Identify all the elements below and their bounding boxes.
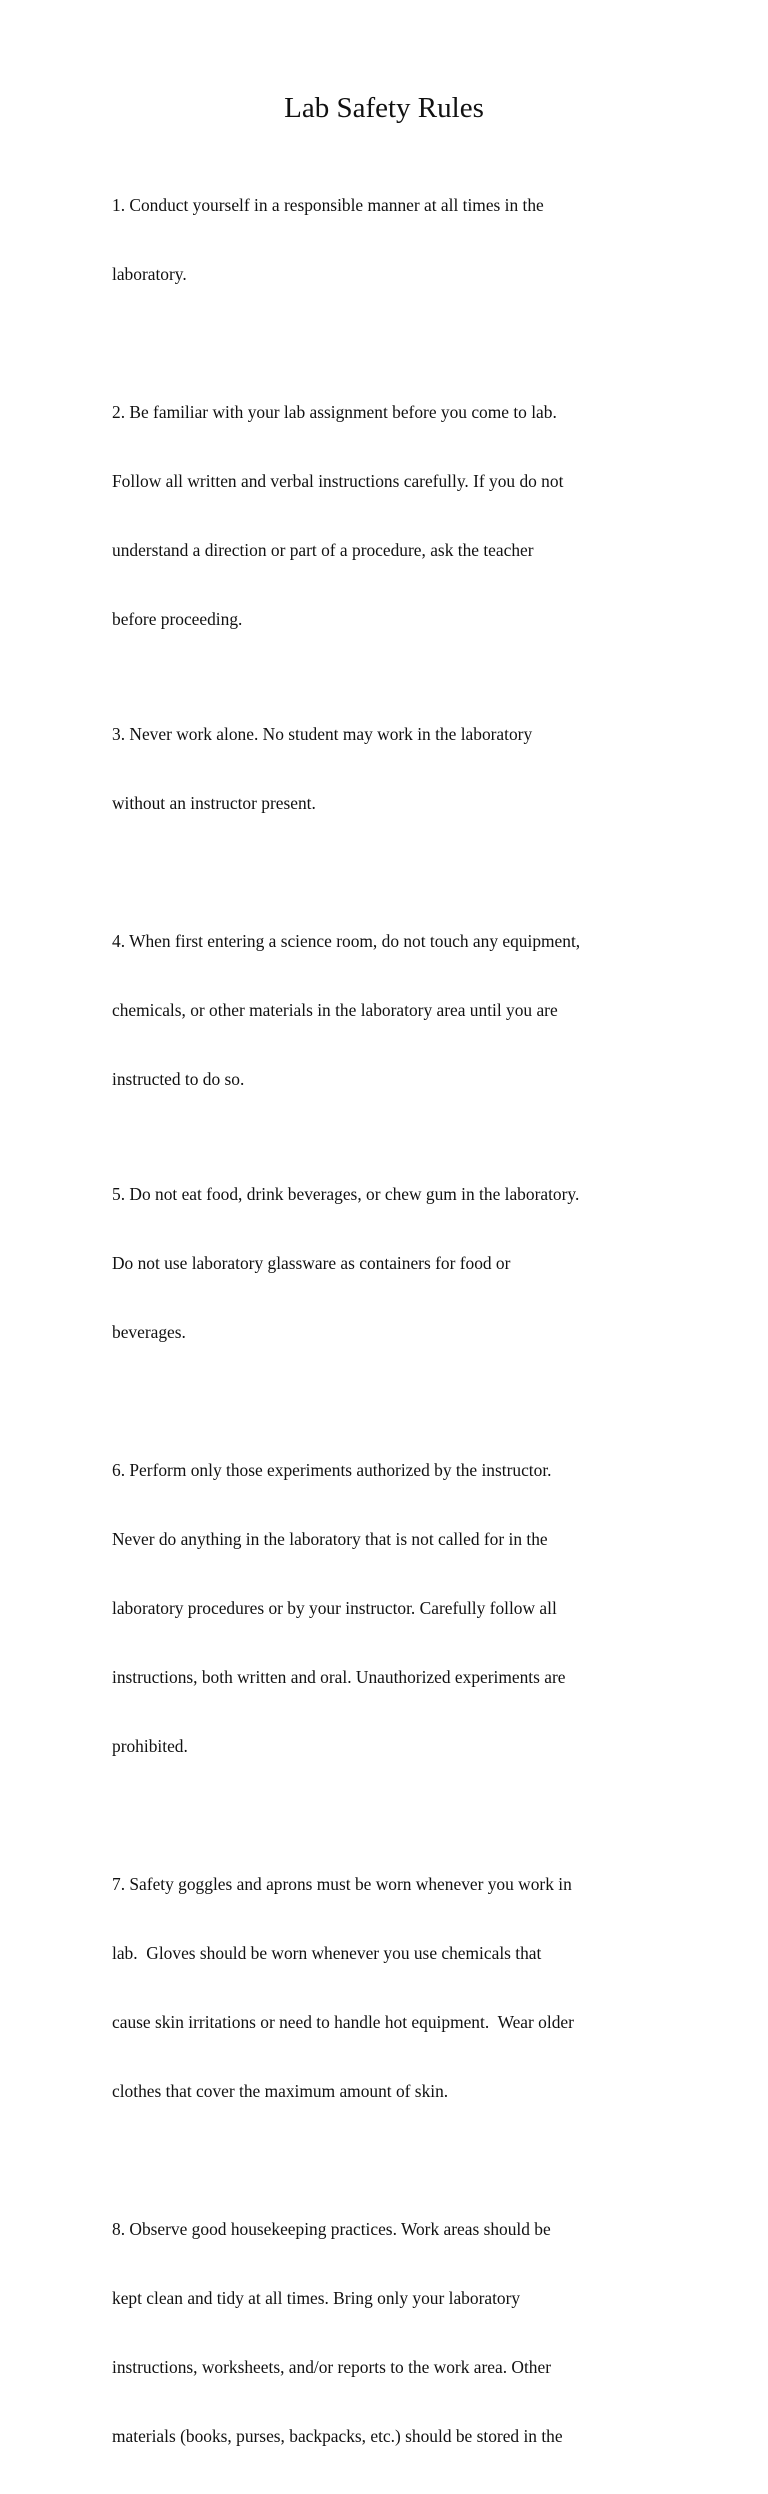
rule-line: 4. When first entering a science room, do not touch any equipment, <box>112 931 581 951</box>
rule-line: instructions, worksheets, and/or reports to the work area. Other <box>112 2357 551 2377</box>
rule-line: laboratory. <box>112 264 187 284</box>
rule-line: beverages. <box>112 1322 186 1342</box>
rule-7 <box>112 1827 672 2149</box>
rule-line: without an instructor present. <box>112 793 316 813</box>
rule-line: 6. Perform only those experiments authorized by the instructor. <box>112 1460 552 1480</box>
rule-line: 2. Be familiar with your lab assignment before you come to lab. <box>112 402 557 422</box>
page-title: Lab Safety Rules <box>284 92 484 124</box>
rule-5 <box>112 1137 672 1390</box>
rule-line: kept clean and tidy at all times. Bring only your laboratory <box>112 2288 521 2308</box>
rules-list <box>112 148 672 2494</box>
rule-line: laboratory procedures or by your instructor. Carefully follow all <box>112 1598 557 1618</box>
rule-line: 8. Observe good housekeeping practices. Work areas should be <box>112 2219 551 2239</box>
rule-6 <box>112 1413 672 1804</box>
rule-line: 1. Conduct yourself in a responsible manner at all times in the <box>112 195 544 215</box>
rule-2 <box>112 355 672 677</box>
rule-line: Follow all written and verbal instructions carefully. If you do not <box>112 471 564 491</box>
rule-1 <box>112 148 672 332</box>
rule-line: 7. Safety goggles and aprons must be worn whenever you work in <box>112 1874 572 1894</box>
rule-line: instructions, both written and oral. Unauthorized experiments are <box>112 1667 566 1687</box>
rule-line: understand a direction or part of a procedure, ask the teacher <box>112 540 534 560</box>
rule-line: Never do anything in the laboratory that is not called for in the <box>112 1529 548 1549</box>
rule-3 <box>112 677 672 861</box>
rule-line: chemicals, or other materials in the laboratory area until you are <box>112 1000 558 1020</box>
rule-line: before proceeding. <box>112 609 243 629</box>
rule-line: Do not use laboratory glassware as containers for food or <box>112 1253 511 1273</box>
rule-line: cause skin irritations or need to handle hot equipment. Wear older <box>112 2012 574 2032</box>
rule-line: clothes that cover the maximum amount of skin. <box>112 2081 449 2101</box>
rule-line: lab. Gloves should be worn whenever you use chemicals that <box>112 1943 542 1963</box>
rule-line: 5. Do not eat food, drink beverages, or chew gum in the laboratory. <box>112 1184 580 1204</box>
rule-line: materials (books, purses, backpacks, etc.) should be stored in the <box>112 2426 563 2446</box>
rule-line: 3. Never work alone. No student may work in the laboratory <box>112 724 533 744</box>
rule-4 <box>112 884 672 1137</box>
rule-8 <box>112 2172 672 2494</box>
rule-line: instructed to do so. <box>112 1069 245 1089</box>
rule-line: prohibited. <box>112 1736 188 1756</box>
